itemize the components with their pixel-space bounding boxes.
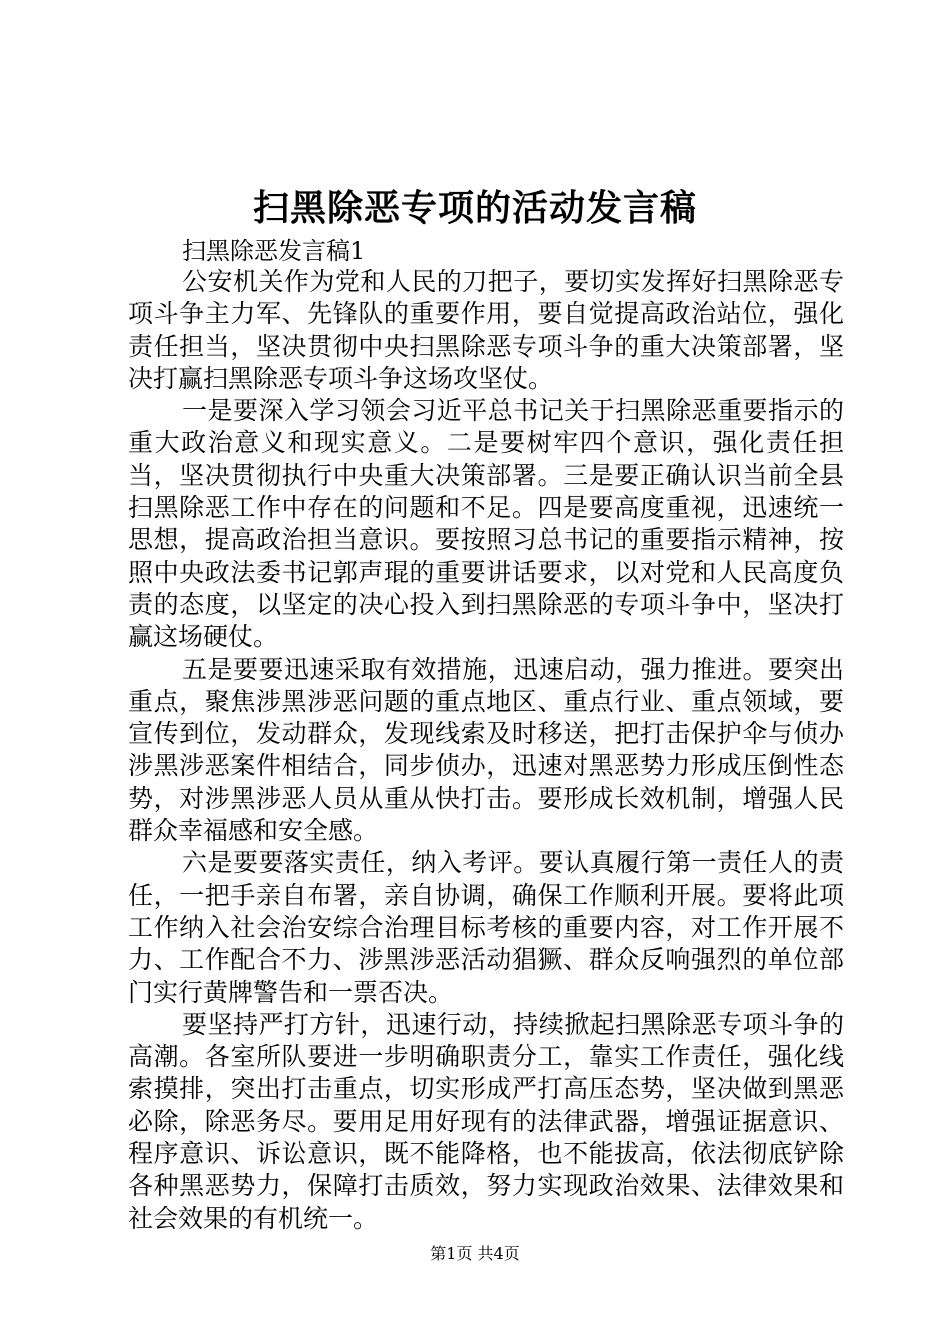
paragraph-2: 一是要深入学习领会习近平总书记关于扫黑除恶重要指示的重大政治意义和现实意义。二是要树牢四个意识，强化责任担当，坚决贯彻执行中央重大决策部署。三是要正确认识当前全县扫黑除恶工作中存在的问题和不足。四是要高度重视，迅速统一思想，提高政治担当意识。要按照习总书记的重要指示精神，按照中央政法委书记郭声琨的重要讲话要求，以对党和人民高度负责的态度，以坚定的决心投入到扫黑除恶的专项斗争中，坚决打赢这场硬仗。 [128, 396, 844, 652]
document-title: 扫黑除恶专项的活动发言稿 [252, 187, 697, 229]
paragraph-5: 要坚持严打方针，迅速行动，持续掀起扫黑除恶专项斗争的高潮。各室所队要进一步明确职责分工，靠实工作责任，强化线索摸排，突出打击重点，切实形成严打高压态势，坚决做到黑恶必除，除恶务尽。要用足用好现有的法律武器，增强证据意识、程序意识、诉讼意识，既不能降格，也不能拔高，依法彻底铲除各种黑恶势力，保障打击质效，努力实现政治效果、法律效果和社会效果的有机统一。 [128, 1009, 844, 1233]
paragraph-3: 五是要要迅速采取有效措施，迅速启动，强力推进。要突出重点，聚焦涉黑涉恶问题的重点地区、重点行业、重点领域，要宣传到位，发动群众，发现线索及时移送，把打击保护伞与侦办涉黑涉恶案件相结合，同步侦办，迅速对黑恶势力形成压倒性态势，对涉黑涉恶人员从重从快打击。要形成长效机制，增强人民群众幸福感和安全感。 [128, 654, 844, 846]
paragraph-1: 公安机关作为党和人民的刀把子，要切实发挥好扫黑除恶专项斗争主力军、先锋队的重要作用，要自觉提高政治站位，强化责任担当，坚决贯彻中央扫黑除恶专项斗争的重大决策部署，坚决打赢扫黑除恶专项斗争这场攻坚仗。 [128, 267, 844, 393]
document-body [128, 266, 844, 1235]
page-footer: 第1页 共4页 [430, 1244, 520, 1263]
paragraph-4: 六是要要落实责任，纳入考评。要认真履行第一责任人的责任，一把手亲自布署，亲自协调，确保工作顺利开展。要将此项工作纳入社会治安综合治理目标考核的重要内容，对工作开展不力、工作配合不力、涉黑涉恶活动猖獗、群众反响强烈的单位部门实行黄牌警告和一票否决。 [128, 848, 844, 1007]
document-subtitle: 扫黑除恶发言稿1 [182, 237, 366, 265]
